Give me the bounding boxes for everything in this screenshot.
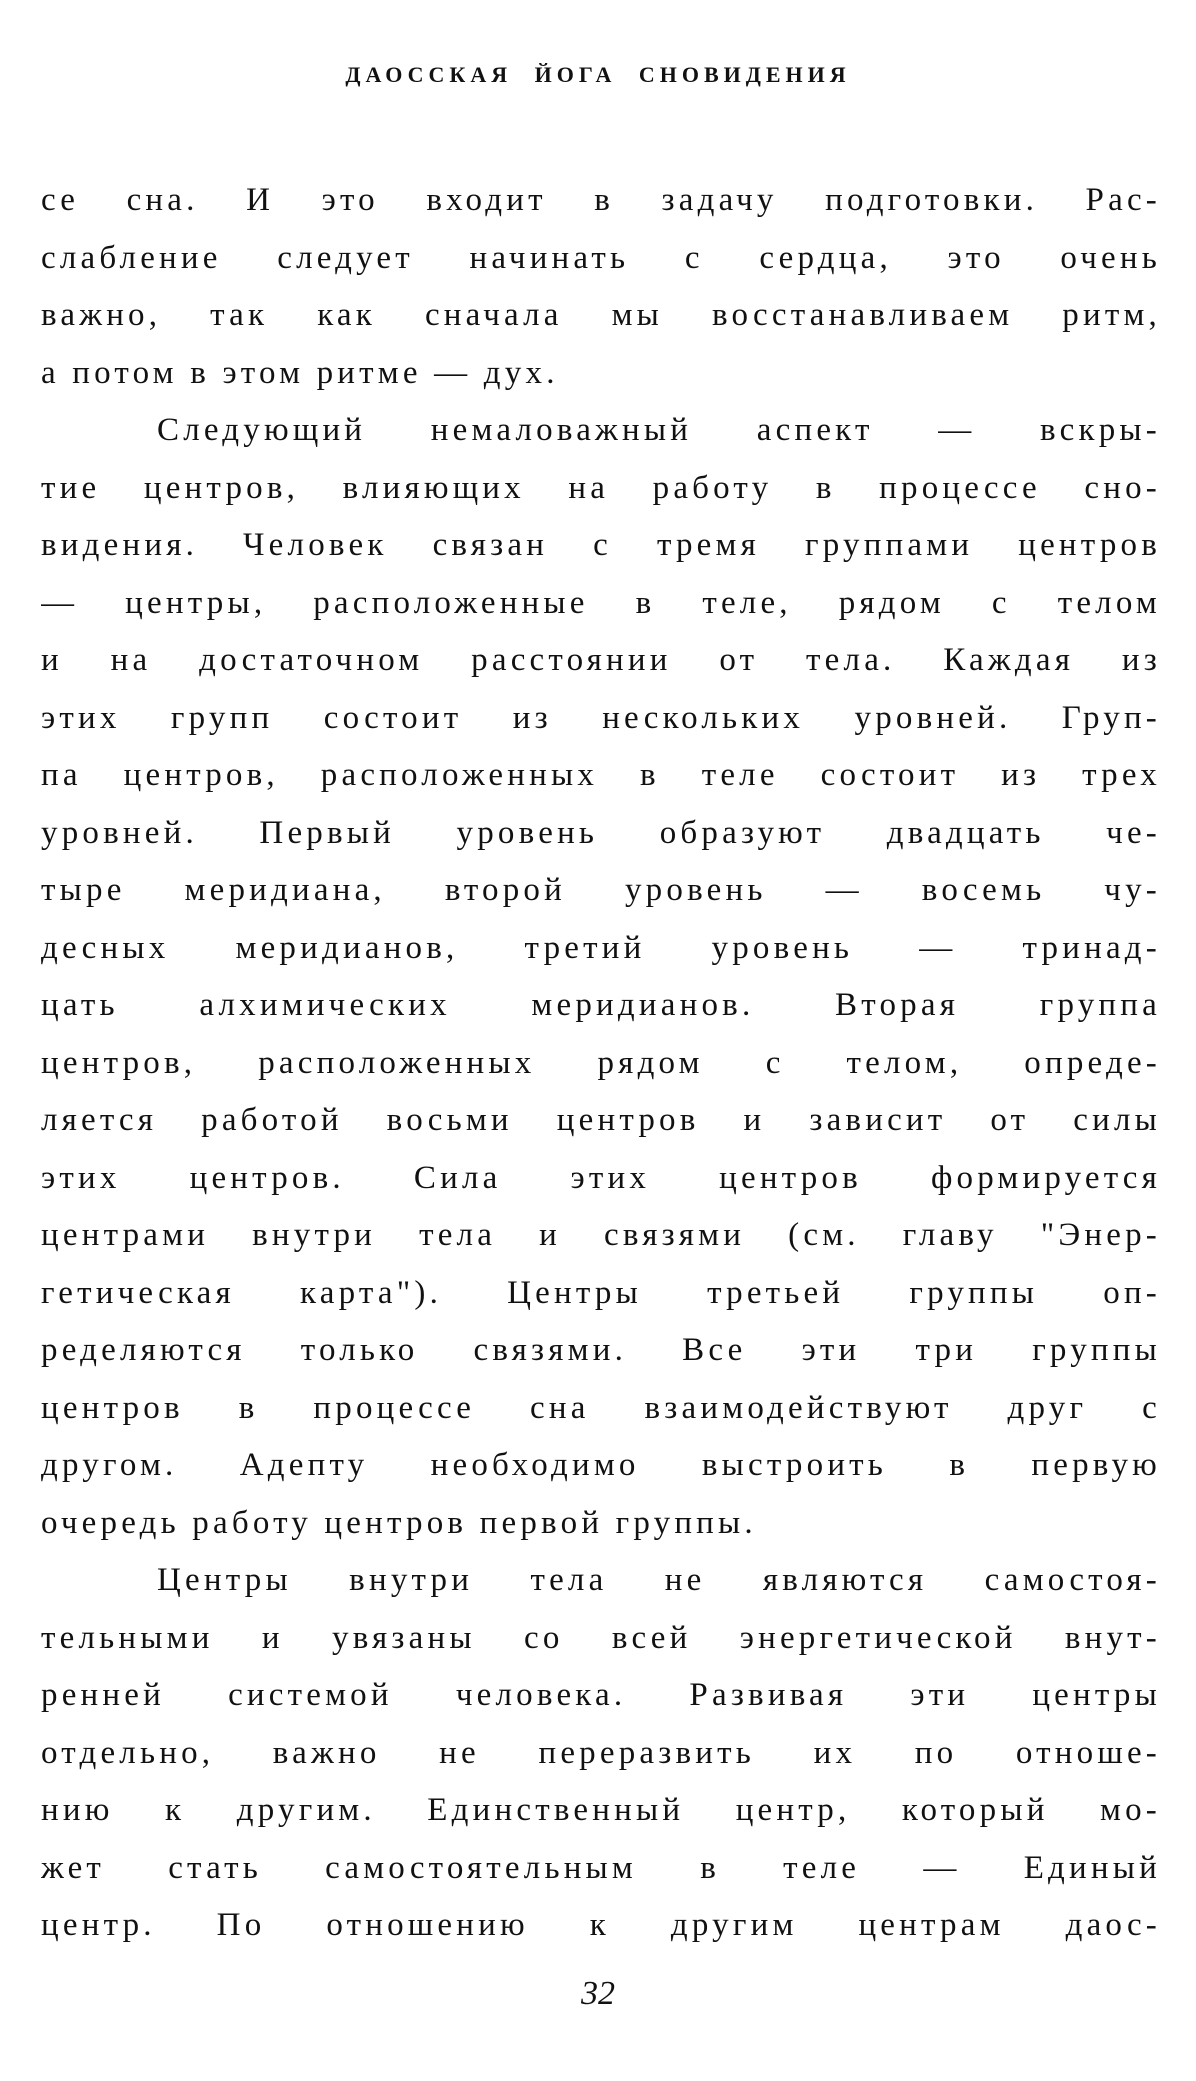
text-line: другом. Адепту необходимо выстроить в первую (41, 1447, 1161, 1483)
text-line: центров в процессе сна взаимодействуют друг с (41, 1389, 1161, 1426)
text-line: жет стать самостоятельным в теле — Единый (41, 1849, 1161, 1886)
text-line: отдельно, важно не переразвить их по отноше- (41, 1734, 1161, 1771)
paragraph (41, 172, 1161, 402)
text-line: Центры внутри тела не являются самостоя- (157, 1562, 1161, 1598)
text-line: тельными и увязаны со всей энергетической внут- (41, 1619, 1161, 1656)
paragraph (41, 402, 1161, 1552)
text-line: и на достаточном расстоянии от тела. Каждая из (41, 642, 1161, 678)
text-line: Следующий немаловажный аспект — вскры- (157, 412, 1161, 448)
text-line: центр. По отношению к другим центрам даос- (41, 1907, 1161, 1943)
text-line: слабление следует начинать с сердца, это очень (41, 239, 1161, 276)
text-line: этих центров. Сила этих центров формируется (41, 1159, 1161, 1196)
text-line: центров, расположенных рядом с телом, опреде- (41, 1044, 1161, 1081)
text-line: цать алхимических меридианов. Вторая группа (41, 987, 1161, 1023)
text-line: ляется работой восьми центров и зависит от силы (41, 1102, 1161, 1138)
text-line: десных меридианов, третий уровень — тринад- (41, 929, 1161, 966)
text-line: нию к другим. Единственный центр, который мо- (41, 1792, 1161, 1828)
text-line: — центры, расположенные в теле, рядом с телом (41, 584, 1161, 621)
text-line: ределяются только связями. Все эти три группы (41, 1332, 1161, 1368)
paragraph (41, 1552, 1161, 1955)
body-text (41, 172, 1161, 1955)
text-line: центрами внутри тела и связями (см. главу "Энер- (41, 1217, 1161, 1253)
text-line: очередь работу центров первой группы. (41, 1504, 757, 1541)
text-line: видения. Человек связан с тремя группами центров (41, 527, 1161, 563)
text-line: тыре меридиана, второй уровень — восемь чу- (41, 872, 1161, 908)
text-line: па центров, расположенных в теле состоит из трех (41, 757, 1161, 793)
text-line: уровней. Первый уровень образуют двадцать че- (41, 814, 1161, 851)
running-title: ДАОССКАЯ ЙОГА СНОВИДЕНИЯ (345, 62, 851, 87)
text-line: се сна. И это входит в задачу подготовки. Рас- (41, 182, 1161, 218)
text-line: а потом в этом ритме — дух. (41, 354, 559, 391)
text-line: этих групп состоит из нескольких уровней. Груп- (41, 699, 1161, 736)
text-line: важно, так как сначала мы восстанавливаем ритм, (41, 297, 1161, 333)
text-line: ренней системой человека. Развивая эти центры (41, 1677, 1161, 1713)
text-line: тие центров, влияющих на работу в процессе сно- (41, 469, 1161, 506)
text-line: гетическая карта"). Центры третьей группы оп- (41, 1274, 1161, 1311)
page-number: 32 (581, 1975, 615, 2012)
